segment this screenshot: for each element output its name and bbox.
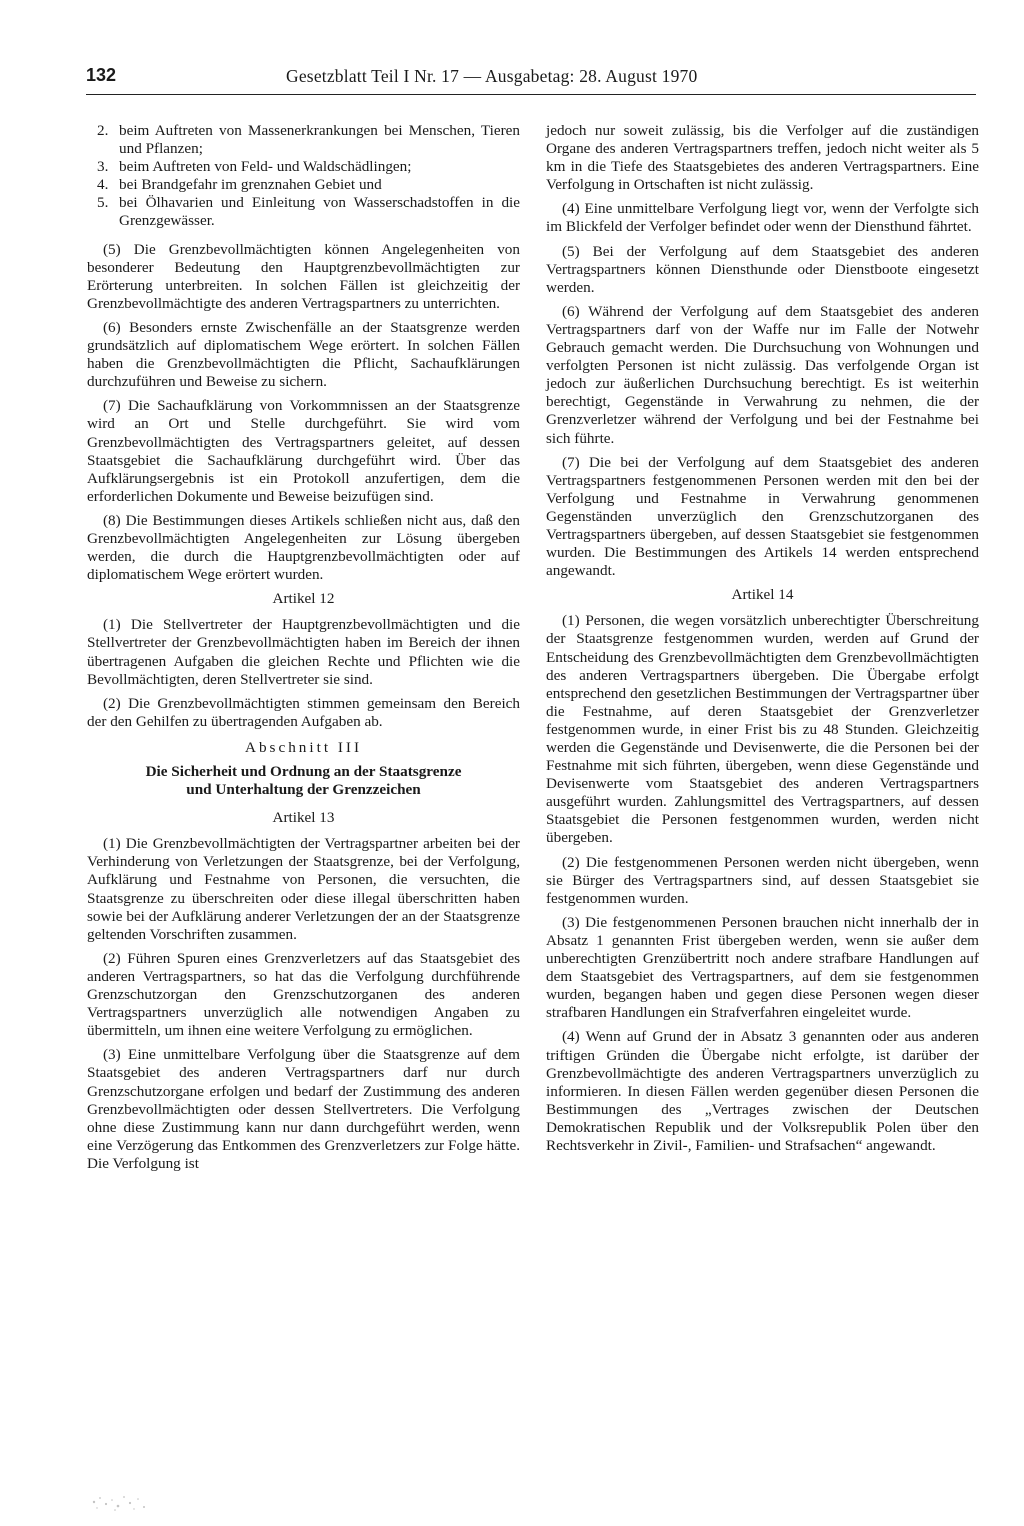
- paragraph: (1) Personen, die wegen vorsätzlich unberechtigter Überschreitung der Staatsgrenze festgenommen wurden, werden auf Grund der Entscheidung des Grenzbevollmächtigten dem Grenzbevollmächtigten des anderen Vertragspartners übergeben. Die Übergabe erfolgt entsprechend den gesetzlichen Bestimmungen der Vertragspartner über die Festnahme, auf deren Staatsgebiet der Grenzverletzer festgenommen wurde, in einer Frist bis zu 48 Stunden. Gleichzeitig werden die Gegenstände und Devisenwerte, die die Personen bei der Festnahme mit sich führten, übergeben, wenn diese Gegenstände und Devisenwerte vom Staatsgebiet des anderen Vertragspartners ausgeführt wurden. Zahlungsmittel des Vertragspartners, auf dessen Staatsgebiet die Personen festgenommen wurden, werden nicht übergeben.: [546, 612, 979, 847]
- scan-smudge: [88, 1488, 160, 1514]
- list-item-number: 2.: [97, 122, 109, 139]
- paragraph: (7) Die bei der Verfolgung auf dem Staatsgebiet des anderen Vertragspartners festgenommenen Personen werden mit den bei der Verfolgung und Festnahme in Verwahrung genommenen Gegenständen unverzüglich den Grenzschutzorganen des Vertragspartners übergeben, auf dessen Staatsgebiet sie festgenommen wurden. Die Bestimmungen des Artikels 14 werden entsprechend angewandt.: [546, 453, 979, 580]
- list-item-text: bei Ölhavarien und Einleitung von Wasserschadstoffen in die Grenzgewässer.: [119, 194, 520, 230]
- list-item-number: 3.: [97, 158, 109, 176]
- article-12-heading: Artikel 12: [272, 590, 335, 608]
- section-title: [87, 763, 520, 799]
- paragraph: (5) Die Grenzbevollmächtigten können Angelegenheiten von besonderer Bedeutung den Hauptgrenzbevollmächtigten zur Erörterung unterbreiten. In solchen Fällen ist gleichzeitig der Grenzbevollmächtigte des anderen Vertragspartners zu unterrichten.: [87, 240, 520, 312]
- list-item: [87, 176, 520, 194]
- page-header: [86, 64, 976, 95]
- running-title: Gesetzblatt Teil I Nr. 17 — Ausgabetag: 28. August 1970: [286, 66, 698, 86]
- paragraph: (3) Die festgenommenen Personen brauchen nicht innerhalb der in Absatz 1 genannten Frist übergeben werden, wenn sie außer dem unberechtigten Grenzübertritt noch andere strafbare Handlungen auf dem Staatsgebiet des Vertragspartners, auf dem sie festgenommen wurden, begangen haben und gegen diese Personen wegen dieser strafbaren Handlungen ein Strafverfahren eingeleitet wurde.: [546, 913, 979, 1022]
- article-13-heading: Artikel 13: [272, 809, 335, 827]
- list-item-number: 4.: [97, 176, 109, 194]
- paragraph: jedoch nur soweit zulässig, bis die Verfolger auf die zuständigen Organe des anderen Vertragspartners treffen, jedoch nicht weiter als 5 km in die Tiefe des Staatsgebietes des anderen Vertragspartners. Eine Verfolgung in Ortschaften ist nicht zulässig.: [546, 122, 979, 194]
- paragraph: (1) Die Grenzbevollmächtigten der Vertragspartner arbeiten bei der Verhinderung von Verletzungen der Staatsgrenze, bei der Verfolgung, Aufklärung und Festnahme von Personen, die versuchten, die Staatsgrenze zu überschreiten oder diese illegal überschritten haben sowie bei der Aufklärung anderer Verletzungen der an der Staatsgrenze geltenden Vorschriften zusammen.: [87, 835, 520, 943]
- paragraph: (3) Eine unmittelbare Verfolgung über die Staatsgrenze auf dem Staatsgebiet des anderen Vertragspartners darf nur durch Grenzschutzorgane erfolgen und bedarf der Zustimmung des anderen Grenzbevollmächtigten oder dessen Stellvertreters. Die Verfolgung ohne diese Zustimmung kann nur dann durchgeführt werden, wenn eine Verzögerung das Entkommen des Grenzverletzers zur Folge hätte. Die Verfolgung ist: [87, 1046, 520, 1172]
- paragraph: (4) Eine unmittelbare Verfolgung liegt vor, wenn der Verfolgte sich im Blickfeld der Verfolger befindet oder wenn der Diensthund fährtet.: [546, 200, 979, 236]
- paragraph: (7) Die Sachaufklärung von Vorkommnissen an der Staatsgrenze wird an Ort und Stelle durchgeführt. Sie wird vom Grenzbevollmächtigten des Vertragspartners geleitet, auf dessen Staatsgebiet die Sachaufklärung durchgeführt wird. Über das Aufklärungsergebnis ist ein Protokoll anzufertigen, dem die erforderlichen Dokumente und Beweise beizufügen sind.: [87, 397, 520, 505]
- left-column: [87, 122, 520, 1179]
- paragraph: (6) Während der Verfolgung auf dem Staatsgebiet des anderen Vertragspartners darf von der Waffe nur im Falle der Notwehr Gebrauch gemacht werden. Die Durchsuchung von Wohnungen und verfolgten Personen ist nicht zulässig. Das verfolgende Organ ist jedoch zur äußerlichen Durchsuchung berechtigt. Es ist weiterhin berechtigt, Gegenstände in Verwahrung zu nehmen, die der Grenzverletzer während der Verfolgung und bei der Festnahme bei sich führte.: [546, 302, 979, 447]
- page-number: 132: [86, 65, 117, 85]
- right-column: [546, 122, 979, 1161]
- list-item-text: bei Brandgefahr im grenznahen Gebiet und: [119, 176, 382, 194]
- section-title-line: Die Sicherheit und Ordnung an der Staatsgrenze: [145, 763, 462, 780]
- paragraph: (2) Die Grenzbevollmächtigten stimmen gemeinsam den Bereich der den Gehilfen zu übertragenden Aufgaben ab.: [87, 694, 520, 730]
- list-item-number: 5.: [97, 194, 109, 212]
- list-item-text: beim Auftreten von Massenerkrankungen bei Menschen, Tieren und Pflanzen;: [119, 122, 520, 158]
- section-title-line: und Unterhaltung der Grenzzeichen: [186, 781, 421, 799]
- paragraph: (8) Die Bestimmungen dieses Artikels schließen nicht aus, daß den Grenzbevollmächtigten Angelegenheiten zur Lösung übergeben werden, die durch die Hauptgrenzbevollmächtigten oder auf diplomatischem Wege erörtert wurden.: [87, 511, 520, 584]
- list-item: [87, 122, 520, 158]
- list-item: [87, 194, 520, 230]
- paragraph: (4) Wenn auf Grund der in Absatz 3 genannten oder aus anderen triftigen Gründen die Übergabe nicht erfolgte, ist darüber der Grenzbevollmächtigte des anderen Vertragspartners unverzüglich zu informieren. In diesen Fällen werden gegenüber diesen Personen die Bestimmungen des „Vertrages zwischen der Deutschen Demokratischen Republik und der Volksrepublik Polen über den Rechtsverkehr in Zivil-, Familien- und Strafsachen“ angewandt.: [546, 1028, 979, 1154]
- paragraph: (5) Bei der Verfolgung auf dem Staatsgebiet des anderen Vertragspartners können Diensthunde oder Dienstboote eingesetzt werden.: [546, 242, 979, 296]
- paragraph: (2) Die festgenommenen Personen werden nicht übergeben, wenn sie Bürger des Vertragspartners sind, auf dessen Staatsgebiet sie festgenommen wurden.: [546, 853, 979, 907]
- enumerated-list: [87, 122, 520, 231]
- paragraph: (6) Besonders ernste Zwischenfälle an der Staatsgrenze werden grundsätzlich auf diplomatischem Wege erörtert. In solchen Fällen haben die Grenzbevollmächtigten die Pflicht, Sachaufklärungen durchzuführen und Beweise zu sichern.: [87, 318, 520, 391]
- section-heading: Abschnitt III: [244, 738, 363, 756]
- paragraph: (1) Die Stellvertreter der Hauptgrenzbevollmächtigten und die Stellvertreter der Grenzbevollmächtigten haben im Bereich der ihnen übertragenen Aufgaben die gleichen Rechte und Pflichten wie die Bevollmächtigten, deren Stellvertreter sie sind.: [87, 616, 520, 688]
- article-14-heading: Artikel 14: [731, 586, 794, 604]
- list-item: [87, 158, 520, 176]
- list-item-text: beim Auftreten von Feld- und Waldschädlingen;: [119, 158, 412, 176]
- paragraph: (2) Führen Spuren eines Grenzverletzers auf das Staatsgebiet des anderen Vertragspartners, so hat das die Verfolgung durchführende Grenzschutzorgan den Grenzschutzorganen des anderen Vertragspartners unverzüglich alle notwendigen Angaben zu übermitteln, um ihnen eine weitere Verfolgung zu ermöglichen.: [87, 949, 520, 1040]
